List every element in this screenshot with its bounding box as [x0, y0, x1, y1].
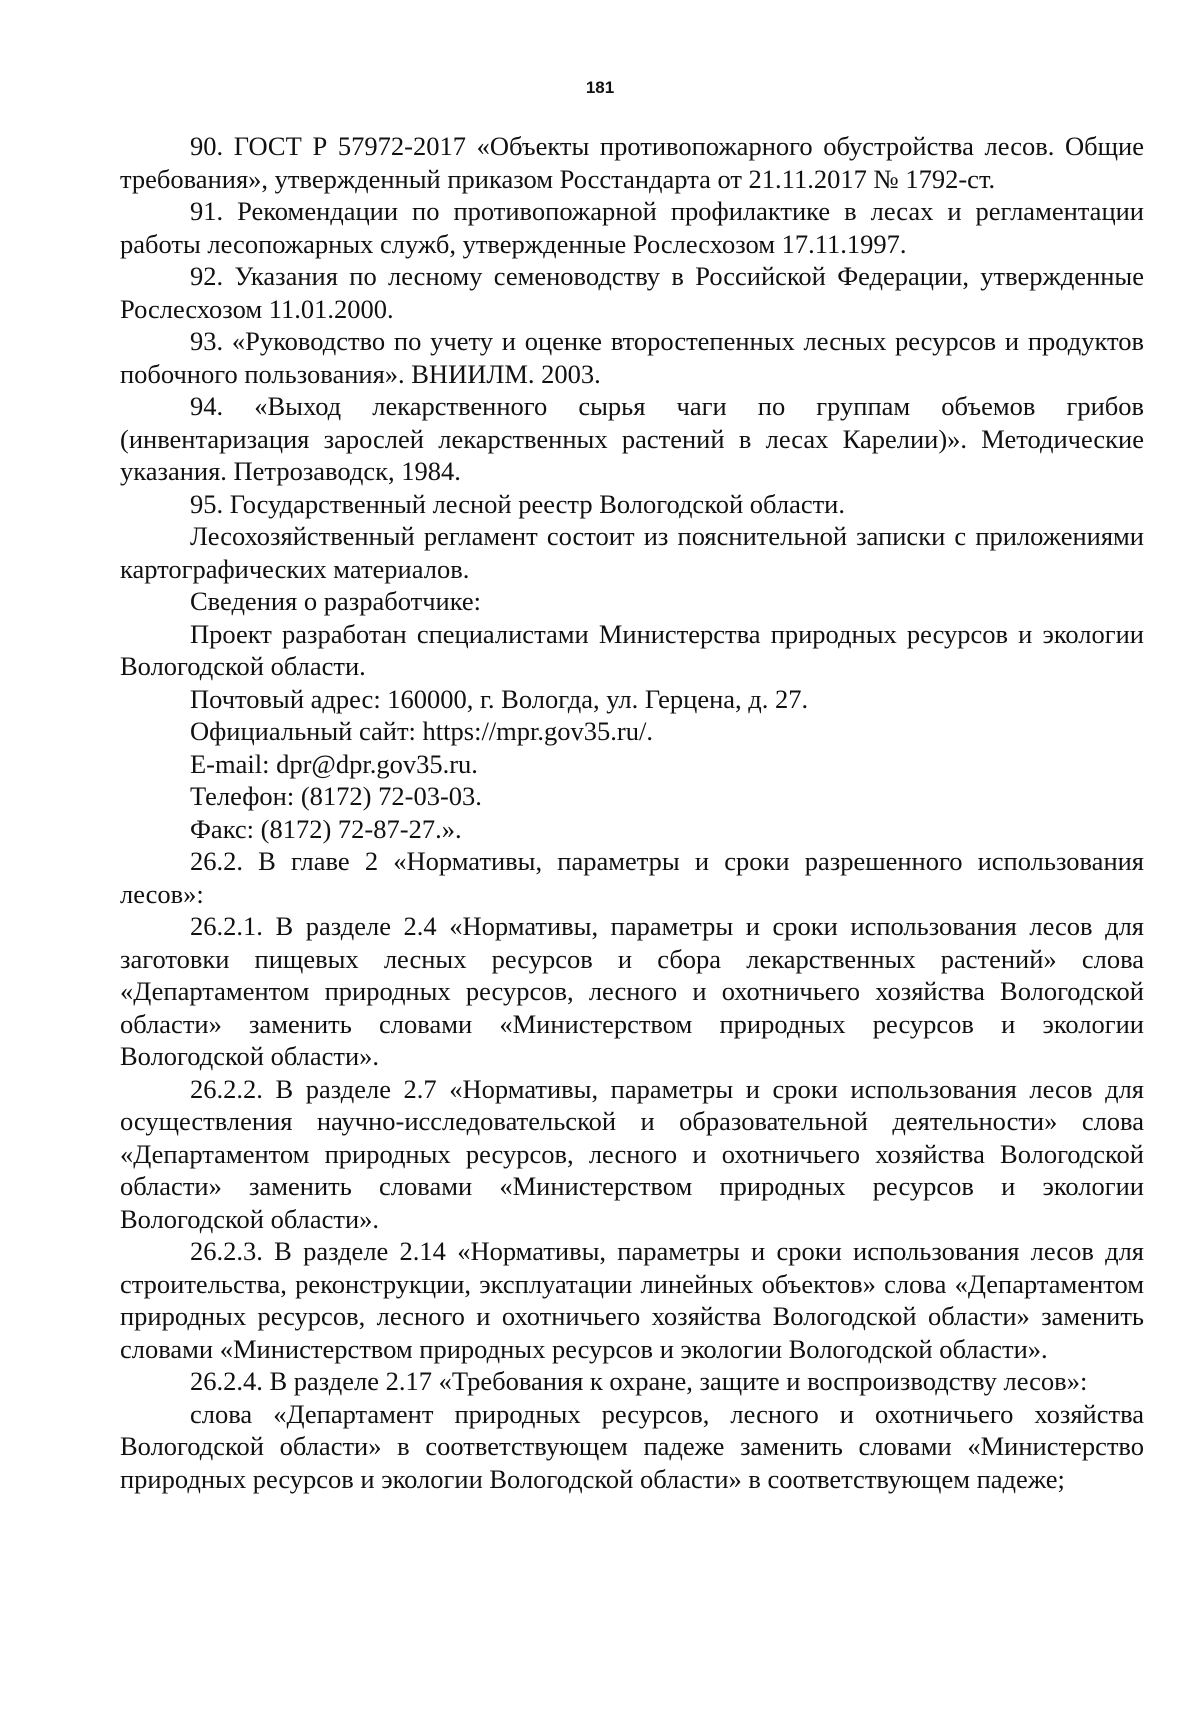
email-address: E-mail: dpr@dpr.gov35.ru. — [190, 748, 478, 779]
page-number: 181 — [585, 78, 615, 97]
document-body — [120, 130, 1144, 1495]
regulation-composition-paragraph: Лесохозяйственный регламент состоит из пояснительной записки с приложениями картографических материалов. — [120, 521, 1144, 584]
developer-info-paragraph: Проект разработан специалистами Министерства природных ресурсов и экологии Вологодской области. — [120, 618, 1144, 681]
list-item-90: 90. ГОСТ Р 57972-2017 «Объекты противопожарного обустройства лесов. Общие требования», утвержденный приказом Росстандарта от 21.11.2017 № 1792-ст. — [120, 131, 1144, 194]
clause-26-2: 26.2. В главе 2 «Нормативы, параметры и сроки разрешенного использования лесов»: — [120, 846, 1144, 909]
list-item-95: 95. Государственный лесной реестр Вологодской области. — [190, 488, 845, 519]
list-item-92: 92. Указания по лесному семеноводству в Российской Федерации, утвержденные Рослесхозом 11.01.2000. — [120, 261, 1144, 324]
list-item-94: 94. «Выход лекарственного сырья чаги по группам объемов грибов (инвентаризация зарослей лекарственных растений в лесах Карелии)». Методические указания. Петрозаводск, 1984. — [120, 391, 1144, 486]
official-website: Официальный сайт: https://mpr.gov35.ru/. — [190, 716, 653, 746]
clause-26-2-1: 26.2.1. В разделе 2.4 «Нормативы, параметры и сроки использования лесов для заготовки пищевых лесных ресурсов и сбора лекарственных растений» слова «Департаментом природных ресурсов, лесного и охотничьего хозяйства Вологодской области» заменить словами «Министерством природных ресурсов и экологии Вологодской области». — [120, 911, 1144, 1071]
clause-26-2-4-words: слова «Департамент природных ресурсов, лесного и охотничьего хозяйства Вологодской области» в соответствующем падеже заменить словами «Министерство природных ресурсов и экологии Вологодской области» в соответствующем падеже; — [120, 1398, 1144, 1494]
fax-number: Факс: (8172) 72-87-27.». — [190, 813, 462, 844]
clause-26-2-2: 26.2.2. В разделе 2.7 «Нормативы, параметры и сроки использования лесов для осуществления научно-исследовательской и образовательной деятельности» слова «Департаментом природных ресурсов, лесного и охотничьего хозяйства Вологодской области» заменить словами «Министерством природных ресурсов и экологии Вологодской области». — [120, 1073, 1144, 1234]
list-item-93: 93. «Руководство по учету и оценке второстепенных лесных ресурсов и продуктов побочного пользования». ВНИИЛМ. 2003. — [120, 326, 1144, 389]
phone-number: Телефон: (8172) 72-03-03. — [190, 781, 482, 811]
list-item-91: 91. Рекомендации по противопожарной профилактике в лесах и регламентации работы лесопожарных служб, утвержденные Рослесхозом 17.11.1997. — [120, 196, 1144, 259]
postal-address: Почтовый адрес: 160000, г. Вологда, ул. Герцена, д. 27. — [190, 683, 809, 714]
developer-info-heading: Сведения о разработчике: — [190, 586, 482, 616]
clause-26-2-4: 26.2.4. В разделе 2.17 «Требования к охране, защите и воспроизводству лесов»: — [190, 1366, 1088, 1396]
clause-26-2-3: 26.2.3. В разделе 2.14 «Нормативы, параметры и сроки использования лесов для строительства, реконструкции, эксплуатации линейных объектов» слова «Департаментом природных ресурсов, лесного и охотничьего хозяйства Вологодской области» заменить словами «Министерством природных ресурсов и экологии Вологодской области». — [120, 1236, 1144, 1364]
